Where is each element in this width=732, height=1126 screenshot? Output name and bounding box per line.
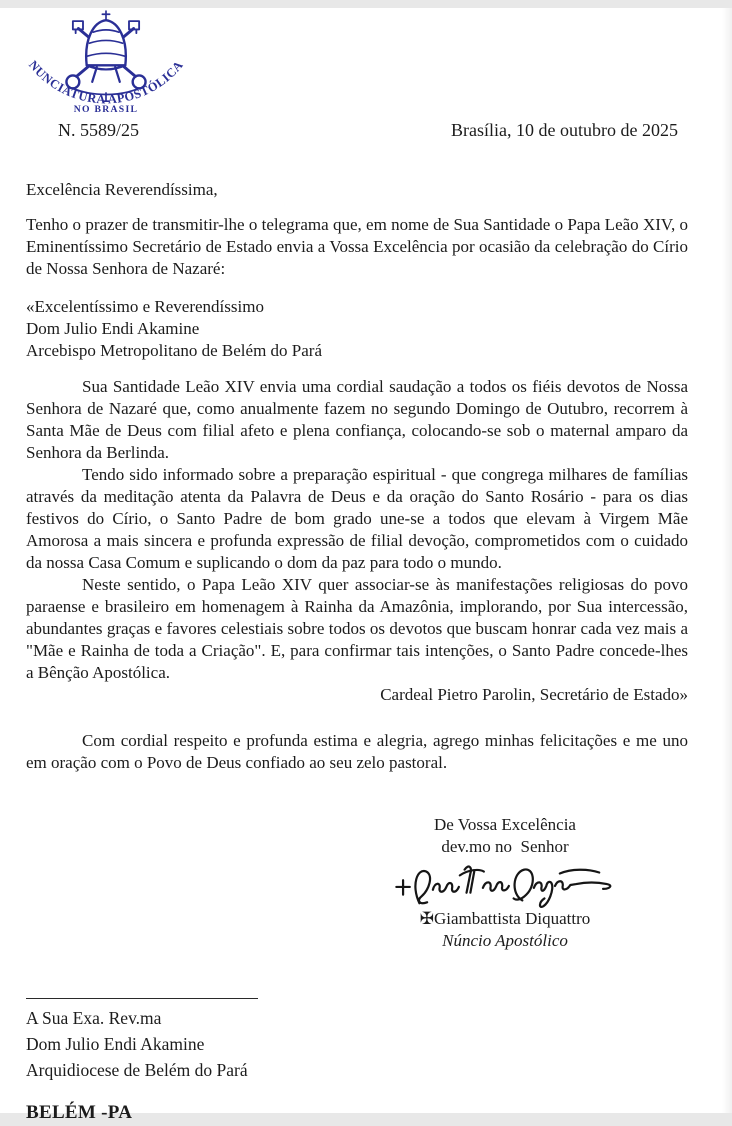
handwritten-signature <box>386 860 624 910</box>
telegram-addressee-line: Dom Julio Endi Akamine <box>26 319 200 338</box>
city-line: BELÉM -PA <box>26 1102 133 1123</box>
footer-addressee-line: Arquidiocese de Belém do Pará <box>26 1060 248 1080</box>
date-line: Brasília, 10 de outubro de 2025 <box>451 120 678 140</box>
reference-number: N. 5589/25 <box>58 120 139 140</box>
telegram-addressee-line: «Excelentíssimo e Reverendíssimo <box>26 297 264 316</box>
footer-addressee-block <box>26 998 732 1126</box>
footer-addressee-line: Dom Julio Endi Akamine <box>26 1034 205 1054</box>
signer-name: ✠Giambattista Diquattro <box>419 909 591 928</box>
footer-addressee-line: A Sua Exa. Rev.ma <box>26 1008 162 1028</box>
valediction-line: De Vossa Excelência <box>434 815 576 834</box>
telegram-signoff: Cardeal Pietro Parolin, Secretário de Estado» <box>380 685 688 704</box>
salutation: Excelência Reverendíssima, <box>26 180 218 199</box>
telegram-paragraph: Sua Santidade Leão XIV envia uma cordial saudação a todos os fiéis devotos de Nossa Senhora de Nazaré que, como anualmente fazem no segundo Domingo de Outubro, recorrem à Santa Mãe de Deus com filial afeto e plena confiança, colocando-se sob o maternal amparo da Senhora da Berlinda. <box>26 377 688 462</box>
papal-tiara-icon <box>86 11 126 82</box>
telegram-paragraph: Neste sentido, o Papa Leão XIV quer associar-se às manifestações religiosas do povo paraense e brasileiro em homenagem à Rainha da Amazônia, implorando, por Sua intercessão, abundantes graças e favores celestiais sobre todos os devotos que buscam honrar cada vez mais a "Mãe e Rainha de toda a Criação". E, para confirmar tais intenções, o Santo Padre concede-lhes a Bênção Apostólica. <box>26 575 688 682</box>
org-name-sub: NO BRASIL <box>73 104 139 116</box>
nunciature-emblem-icon <box>14 8 198 118</box>
reference-row <box>0 120 732 141</box>
signer-title: Núncio Apostólico <box>442 931 568 950</box>
closing-paragraph: Com cordial respeito e profunda estima e alegria, agrego minhas felicitações e me uno em oração com o Povo de Deus confiado ao seu zelo pastoral. <box>26 731 688 772</box>
valediction-block <box>370 814 640 952</box>
valediction-line: dev.mo no Senhor <box>441 837 569 856</box>
letter-page <box>0 8 732 1123</box>
telegram-addressee-block <box>26 296 688 362</box>
telegram-addressee-line: Arcebispo Metropolitano de Belém do Pará <box>26 341 323 360</box>
intro-paragraph: Tenho o prazer de transmitir-lhe o telegrama que, em nome de Sua Santidade o Papa Leão XIV, o Eminentíssimo Secretário de Estado envia a Vossa Excelência por ocasião da celebração do Círio de Nossa Senhora de Nazaré: <box>26 215 688 278</box>
telegram-paragraph: Tendo sido informado sobre a preparação espiritual - que congrega milhares de famílias através da meditação atenta da Palavra de Deus e da oração do Santo Rosário - para os dias festivos do Círio, o Santo Padre de bom grado une-se a todos que elevam à Virgem Mãe Amorosa a mais sincera e profunda expressão de filial devoção, comprometidos com o cuidado da nossa Casa Comum e suplicando o dom da paz para todo o mundo. <box>26 465 688 572</box>
separator-line <box>26 998 258 999</box>
org-name-arc: NUNCIATURA APOSTÓLICA <box>26 57 186 107</box>
letter-body <box>0 179 732 774</box>
